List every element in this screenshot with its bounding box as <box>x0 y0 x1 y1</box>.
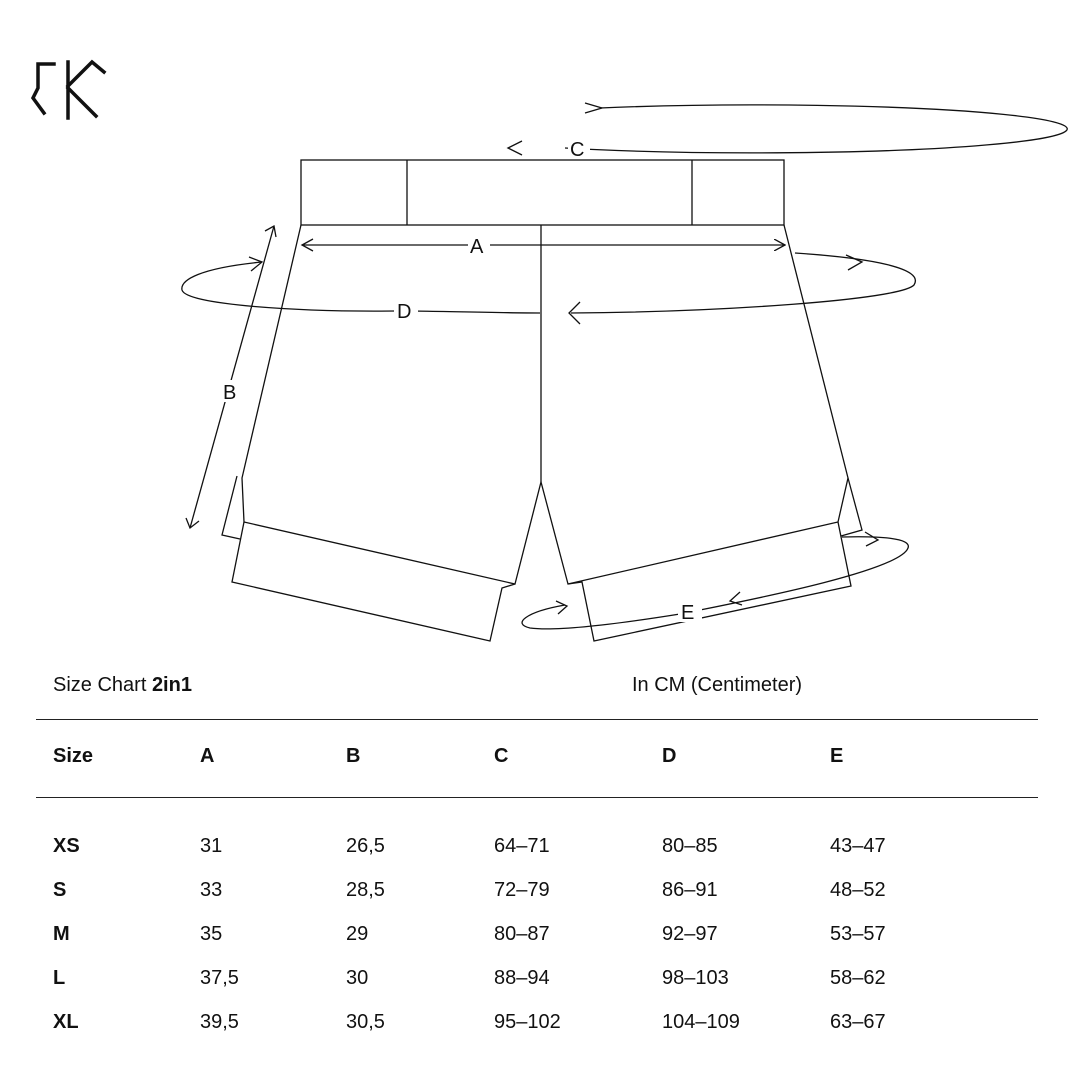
size-cell: L <box>53 967 66 989</box>
table-row <box>53 879 1033 909</box>
table-header-divider <box>36 797 1038 798</box>
b-cell: 28,5 <box>346 879 385 901</box>
waist-circumference-arrow-c <box>508 103 1067 155</box>
length-arrow-b <box>186 226 276 528</box>
c-cell: 72–79 <box>494 879 550 901</box>
e-cell: 53–57 <box>830 923 886 945</box>
caption-prefix: Size Chart <box>53 674 147 696</box>
table-row <box>53 923 1033 953</box>
outer-shorts-outline <box>242 225 848 584</box>
label-c: C <box>570 139 585 161</box>
label-e: E <box>681 602 695 624</box>
table-header-row <box>53 745 1033 775</box>
d-cell: 98–103 <box>662 967 729 989</box>
unit-note: In CM (Centimeter) <box>632 674 803 696</box>
a-cell: 31 <box>200 835 223 857</box>
label-a: A <box>470 236 484 258</box>
size-cell: XS <box>53 835 80 857</box>
size-chart-caption <box>53 674 192 697</box>
table-top-divider <box>36 719 1038 720</box>
waistband <box>301 160 784 225</box>
header-c: C <box>494 745 509 767</box>
liner-left <box>222 476 240 539</box>
e-cell: 63–67 <box>830 1011 886 1033</box>
table-row <box>53 967 1033 997</box>
table-row <box>53 835 1033 865</box>
a-cell: 35 <box>200 923 223 945</box>
caption-product: 2in1 <box>151 674 192 696</box>
d-cell: 92–97 <box>662 923 718 945</box>
b-cell: 30 <box>346 967 369 989</box>
a-cell: 39,5 <box>200 1011 239 1033</box>
header-size: Size <box>53 745 94 767</box>
size-cell: XL <box>53 1011 79 1033</box>
label-d: D <box>397 301 412 323</box>
a-cell: 37,5 <box>200 967 239 989</box>
size-cell: M <box>53 923 70 945</box>
d-cell: 80–85 <box>662 835 718 857</box>
table-row <box>53 1011 1033 1041</box>
header-b: B <box>346 745 361 767</box>
liner-right <box>841 478 862 536</box>
label-b: B <box>223 382 237 404</box>
d-cell: 86–91 <box>662 879 718 901</box>
header-e: E <box>830 745 844 767</box>
c-cell: 80–87 <box>494 923 550 945</box>
c-cell: 88–94 <box>494 967 550 989</box>
header-d: D <box>662 745 677 767</box>
c-cell: 64–71 <box>494 835 550 857</box>
a-cell: 33 <box>200 879 223 901</box>
b-cell: 26,5 <box>346 835 385 857</box>
e-cell: 43–47 <box>830 835 886 857</box>
d-cell: 104–109 <box>662 1011 740 1033</box>
b-cell: 29 <box>346 923 369 945</box>
c-cell: 95–102 <box>494 1011 561 1033</box>
header-a: A <box>200 745 215 767</box>
e-cell: 58–62 <box>830 967 886 989</box>
size-cell: S <box>53 879 67 901</box>
b-cell: 30,5 <box>346 1011 385 1033</box>
e-cell: 48–52 <box>830 879 886 901</box>
